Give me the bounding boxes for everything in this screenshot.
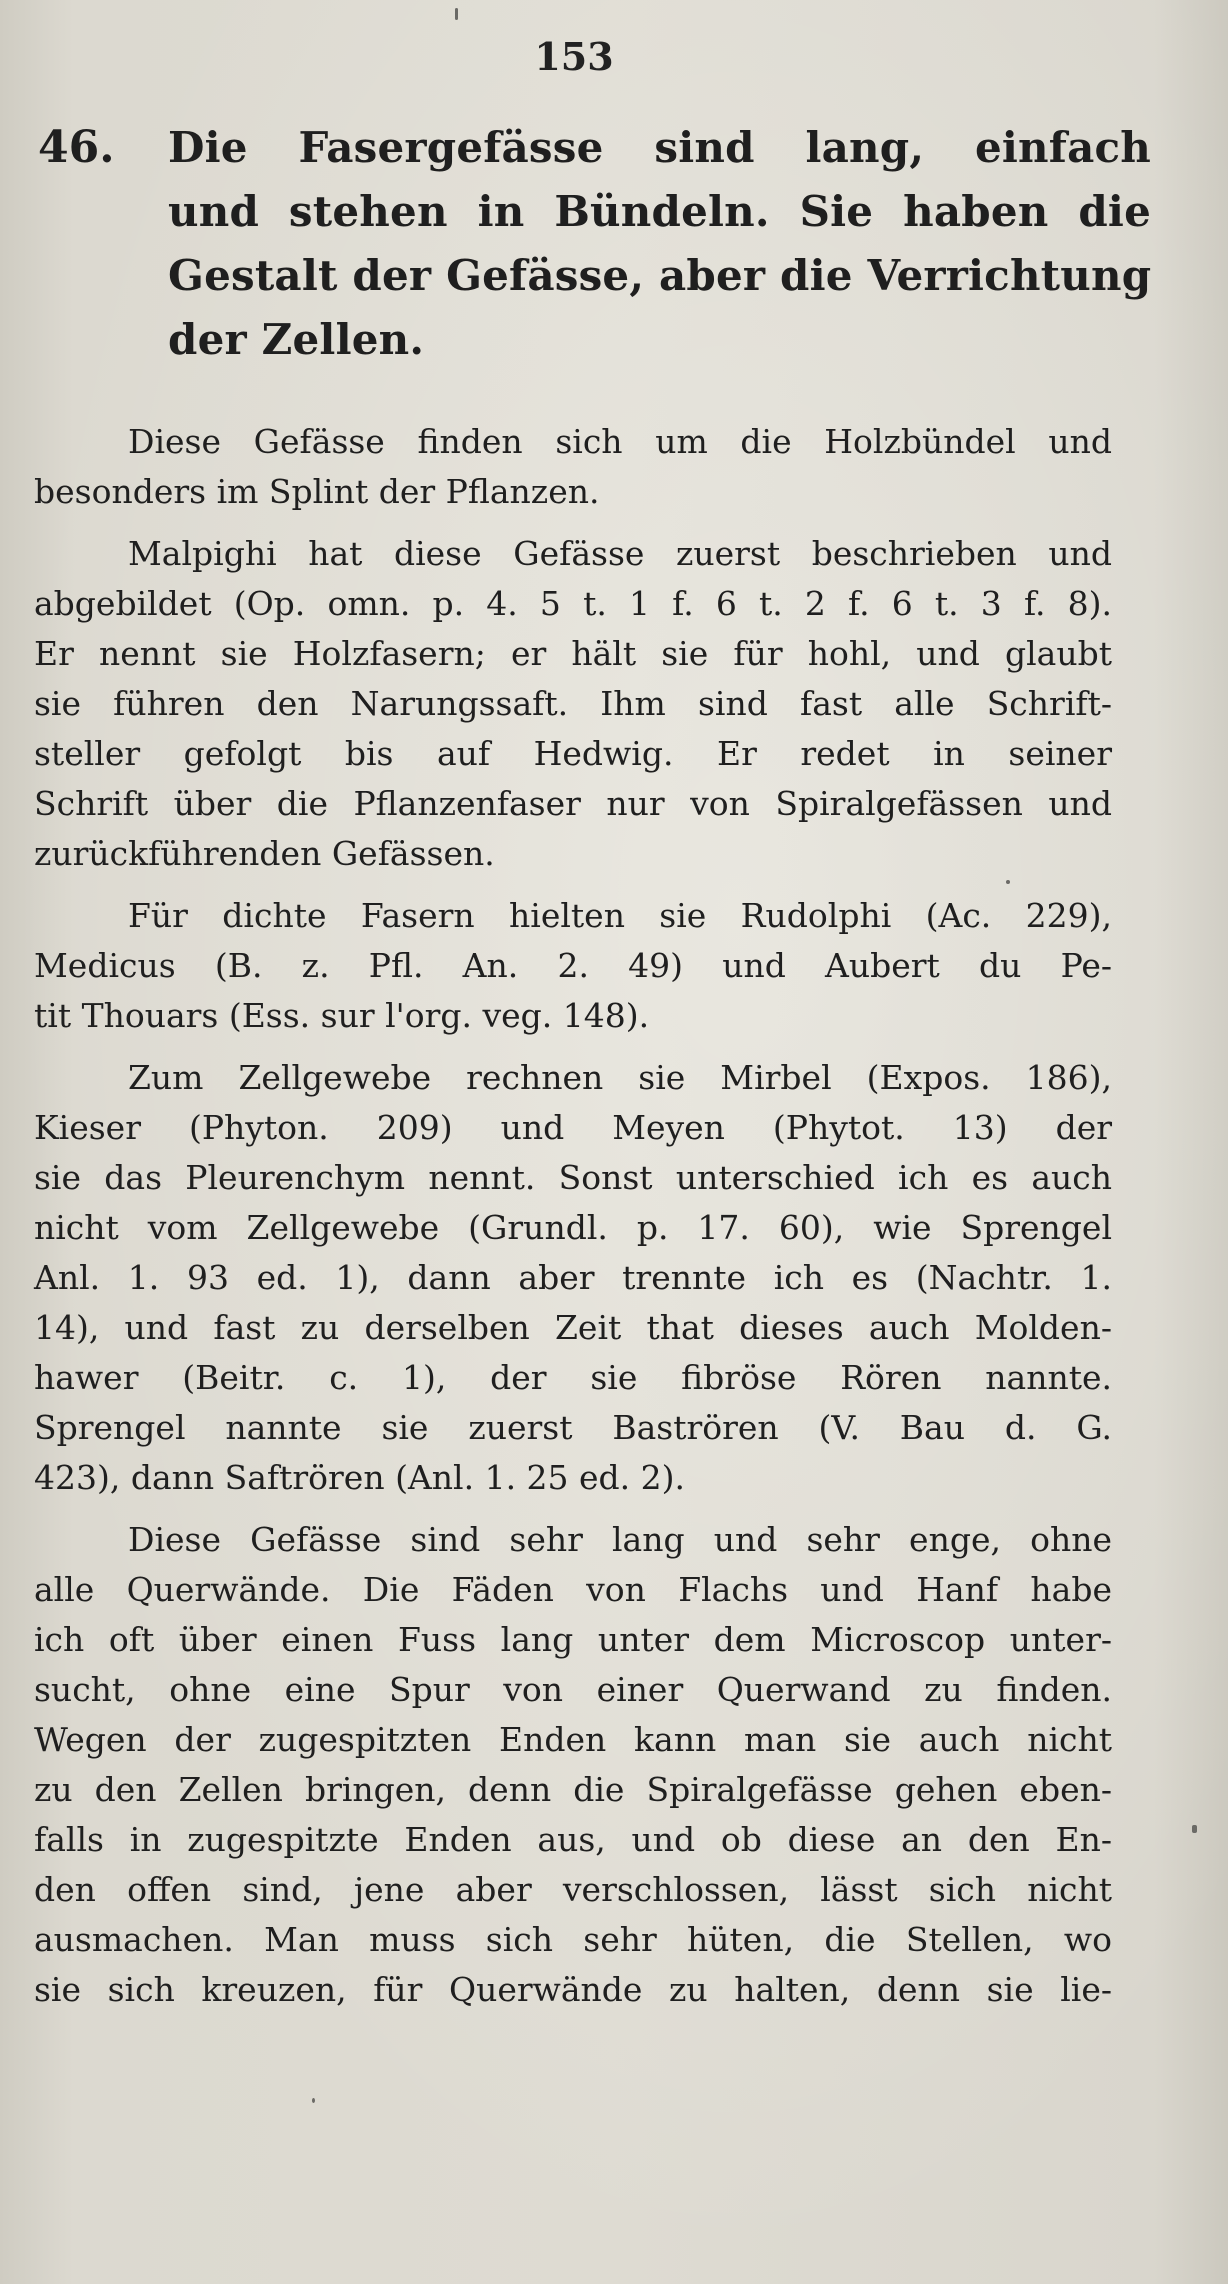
text-line: Wegen der zugespitzten Enden kann man sie auch nicht — [34, 1720, 1112, 1759]
text-line: Diese Gefässe finden sich um die Holzbündel und — [128, 422, 1112, 461]
text-line: sie führen den Narungssaft. Ihm sind fast alle Schrift- — [34, 684, 1112, 723]
text-line: Er nennt sie Holzfasern; er hält sie für hohl, und glaubt — [34, 634, 1112, 673]
text-line: Diese Gefässe sind sehr lang und sehr enge, ohne — [128, 1520, 1112, 1559]
text-line: 423), dann Saftrören (Anl. 1. 25 ed. 2). — [34, 1458, 686, 1497]
text-line: Für dichte Fasern hielten sie Rudolphi (Ac. 229), — [128, 896, 1112, 935]
text-line: ausmachen. Man muss sich sehr hüten, die Stellen, wo — [34, 1920, 1112, 1959]
text-line: Sprengel nannte sie zuerst Baströren (V. Bau d. G. — [34, 1408, 1112, 1447]
text-line: zurückführenden Gefässen. — [34, 834, 495, 873]
text-line: steller gefolgt bis auf Hedwig. Er redet in seiner — [34, 734, 1112, 773]
text-line: alle Querwände. Die Fäden von Flachs und Hanf habe — [34, 1570, 1112, 1609]
text-line: Zum Zellgewebe rechnen sie Mirbel (Expos. 186), — [128, 1058, 1112, 1097]
text-line: abgebildet (Op. omn. p. 4. 5 t. 1 f. 6 t. 2 f. 6 t. 3 f. 8). — [34, 584, 1112, 623]
text-line: sie das Pleurenchym nennt. Sonst unterschied ich es auch — [34, 1158, 1112, 1197]
text-line: ich oft über einen Fuss lang unter dem Microscop unter- — [34, 1620, 1112, 1659]
text-line: 14), und fast zu derselben Zeit that dieses auch Molden- — [34, 1308, 1112, 1347]
text-line: besonders im Splint der Pflanzen. — [34, 472, 600, 511]
paper-speck — [1006, 880, 1010, 884]
text-line: zu den Zellen bringen, denn die Spiralgefässe gehen eben- — [34, 1770, 1112, 1809]
heading-line: und stehen in Bündeln. Sie haben die — [168, 187, 1151, 236]
text-line: Anl. 1. 93 ed. 1), dann aber trennte ich es (Nachtr. 1. — [34, 1258, 1112, 1297]
paper-speck — [455, 8, 458, 20]
heading-line: der Zellen. — [168, 315, 425, 364]
text-line: Malpighi hat diese Gefässe zuerst beschrieben und — [128, 534, 1112, 573]
text-line: Medicus (B. z. Pfl. An. 2. 49) und Aubert du Pe- — [34, 946, 1112, 985]
text-line: tit Thouars (Ess. sur l'org. veg. 148). — [34, 996, 650, 1035]
text-line: sucht, ohne eine Spur von einer Querwand zu finden. — [34, 1670, 1112, 1709]
heading-line: Die Fasergefässe sind lang, einfach — [168, 123, 1151, 172]
section-number: 46. — [38, 122, 115, 173]
text-line: Schrift über die Pflanzenfaser nur von Spiralgefässen und — [34, 784, 1112, 823]
page-number: 153 — [534, 34, 614, 79]
text-line: nicht vom Zellgewebe (Grundl. p. 17. 60), wie Sprengel — [34, 1208, 1112, 1247]
paper-speck — [1192, 1825, 1197, 1833]
text-line: den offen sind, jene aber verschlossen, lässt sich nicht — [34, 1870, 1112, 1909]
text-line: sie sich kreuzen, für Querwände zu halten, denn sie lie- — [34, 1970, 1112, 2009]
text-line: falls in zugespitzte Enden aus, und ob diese an den En- — [34, 1820, 1112, 1859]
text-line: hawer (Beitr. c. 1), der sie fibröse Rören nannte. — [34, 1358, 1112, 1397]
paper-speck — [312, 2098, 315, 2103]
heading-line: Gestalt der Gefässe, aber die Verrichtung — [168, 251, 1152, 300]
text-line: Kieser (Phyton. 209) und Meyen (Phytot. 13) der — [34, 1108, 1112, 1147]
